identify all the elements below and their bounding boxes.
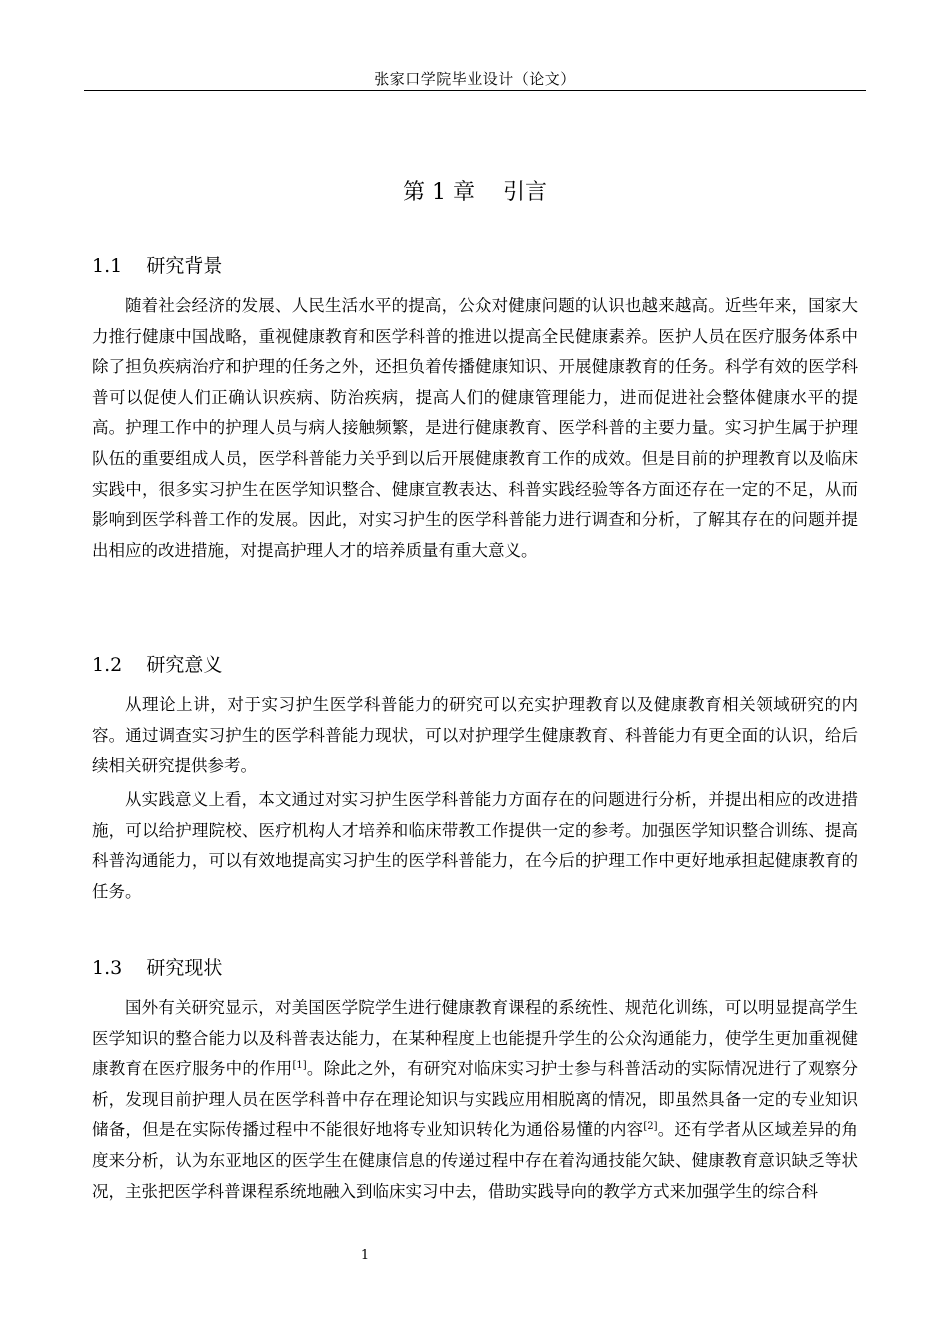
header-rule [84,90,866,91]
paragraph-text: 。除此之外，有研究对临床实习护士参与科普活动的实际情况进行了观察分析，发现目前护理人员在医学科普中存在理论知识与实践应用相脱离的情况，即虽然具备一定的专业知识储备，但是在实际传播过程中不能很好地将专业知识转化为通俗易懂的内容 [92,1059,859,1140]
citation-ref-2: [2] [643,1121,658,1133]
paragraph-text: 。还有学者从区域差异的角度来分析，认为东亚地区的医学生在健康信息的传递过程中存在着沟通技能欠缺、健康教育意识缺乏等状况，主张把医学科普课程系统地融入到临床实习中去，借助实践导向的教学方式来加强学生的综合科 [92,1120,859,1201]
chapter-title: 第 1 章 引言 [403,180,547,205]
paragraph-text: 国外有关研究显示，对美国医学院学生进行健康教育课程的系统性、规范化训练，可以明显提高学生医学知识的整合能力以及科普表达能力，在某种程度上也能提升学生的公众沟通能力，使学生更加重视健康教育在医疗服务中的作用 [92,998,858,1079]
section-heading-1-1: 1.1 研究背景 [92,255,223,277]
citation-ref-1: [1] [292,1060,307,1072]
section-heading-1-3: 1.3 研究现状 [92,957,223,979]
section-heading-1-2: 1.2 研究意义 [92,654,223,676]
paragraph-research-status [92,993,858,1207]
paragraph-research-significance-practice: 从实践意义上看，本文通过对实习护生医学科普能力方面存在的问题进行分析，并提出相应的改进措施，可以给护理院校、医疗机构人才培养和临床带教工作提供一定的参考。加强医学知识整合训练、提高科普沟通能力，可以有效地提高实习护生的医学科普能力，在今后的护理工作中更好地承担起健康教育的任务。 [92,790,858,901]
page-number: 1 [360,1248,370,1263]
running-header: 张家口学院毕业设计（论文） [374,70,576,88]
paragraph-research-significance-theory: 从理论上讲，对于实习护生医学科普能力的研究可以充实护理教育以及健康教育相关领域研究的内容。通过调查实习护生的医学科普能力现状，可以对护理学生健康教育、科普能力有更全面的认识，给后续相关研究提供参考。 [92,695,858,776]
paragraph-research-background: 随着社会经济的发展、人民生活水平的提高，公众对健康问题的认识也越来越高。近些年来，国家大力推行健康中国战略，重视健康教育和医学科普的推进以提高全民健康素养。医护人员在医疗服务体系中除了担负疾病治疗和护理的任务之外，还担负着传播健康知识、开展健康教育的任务。科学有效的医学科普可以促使人们正确认识疾病、防治疾病，提高人们的健康管理能力，进而促进社会整体健康水平的提高。护理工作中的护理人员与病人接触频繁，是进行健康教育、医学科普的主要力量。实习护生属于护理队伍的重要组成人员，医学科普能力关乎到以后开展健康教育工作的成效。但是目前的护理教育以及临床实践中，很多实习护生在医学知识整合、健康宣教表达、科普实践经验等各方面还存在一定的不足，从而影响到医学科普工作的发展。因此，对实习护生的医学科普能力进行调查和分析，了解其存在的问题并提出相应的改进措施，对提高护理人才的培养质量有重大意义。 [92,296,858,560]
